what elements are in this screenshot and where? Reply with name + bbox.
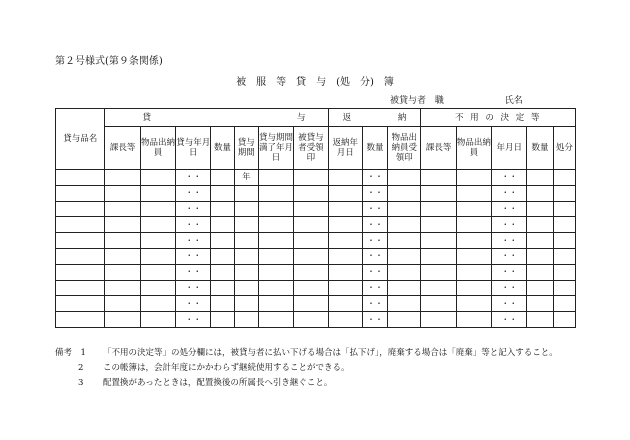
table-cell: ・・ <box>492 296 527 312</box>
table-cell <box>456 217 491 233</box>
table-row <box>56 170 576 186</box>
table-cell <box>234 280 258 296</box>
table-cell: ・・ <box>492 264 527 280</box>
table-row <box>56 185 576 201</box>
table-cell <box>140 312 175 328</box>
table-cell <box>553 170 575 186</box>
table-cell: ・・ <box>176 248 211 264</box>
table-cell <box>388 170 421 186</box>
table-cell <box>456 201 491 217</box>
table-cell <box>328 264 362 280</box>
table-cell <box>56 264 105 280</box>
table-cell <box>211 264 234 280</box>
return-col-1-header: 数量 <box>362 127 387 170</box>
table-cell <box>140 201 175 217</box>
table-row <box>56 296 576 312</box>
table-cell <box>421 233 456 249</box>
table-cell: ・・ <box>362 233 387 249</box>
table-cell <box>56 248 105 264</box>
table-cell <box>328 217 362 233</box>
disposal-col-0-header: 課長等 <box>421 127 456 170</box>
loan-col-2-header: 貸与年月日 <box>176 127 211 170</box>
table-cell <box>294 296 328 312</box>
table-cell <box>294 217 328 233</box>
table-cell <box>388 233 421 249</box>
table-cell <box>56 296 105 312</box>
table-cell <box>388 185 421 201</box>
loan-ledger-table <box>55 108 576 328</box>
table-cell <box>328 233 362 249</box>
notes-lead: 備考 1 <box>55 348 86 358</box>
table-cell <box>388 217 421 233</box>
table-cell: ・・ <box>176 170 211 186</box>
table-row <box>56 248 576 264</box>
table-cell <box>328 280 362 296</box>
table-cell <box>553 296 575 312</box>
table-cell <box>456 264 491 280</box>
holder-name-label: 氏名 <box>504 96 523 106</box>
disposal-col-2-header: 年月日 <box>492 127 527 170</box>
item-name-header: 貸与品名 <box>56 109 105 170</box>
table-cell <box>456 233 491 249</box>
table-cell: 年 <box>234 170 258 186</box>
table-cell: ・・ <box>362 296 387 312</box>
table-cell <box>211 312 234 328</box>
table-cell <box>56 312 105 328</box>
table-cell <box>553 248 575 264</box>
table-row <box>56 312 576 328</box>
table-cell: ・・ <box>362 264 387 280</box>
table-cell <box>105 280 140 296</box>
table-cell <box>140 217 175 233</box>
return-group-right: 納 <box>397 112 407 123</box>
holder-line <box>390 93 523 106</box>
table-cell <box>527 312 553 328</box>
table-cell <box>456 185 491 201</box>
table-cell <box>258 170 293 186</box>
return-col-2-header: 物品出納員受領印 <box>388 127 421 170</box>
note-1: 備考 1 「不用の決定等」の処分欄には，被貸与者に払い下げる場合は「払下げ」，廃棄する場合は「廃棄」等と記入すること。 <box>55 346 558 361</box>
table-cell <box>527 233 553 249</box>
table-row <box>56 233 576 249</box>
table-cell <box>211 170 234 186</box>
table-cell <box>421 201 456 217</box>
ledger-title: 被 服 等 貸 与 (処 分) 簿 <box>236 77 394 88</box>
table-cell: ・・ <box>492 233 527 249</box>
loan-col-6-header: 被貸与者受領印 <box>294 127 328 170</box>
table-cell <box>553 217 575 233</box>
table-cell: ・・ <box>176 217 211 233</box>
table-cell <box>388 264 421 280</box>
table-cell <box>527 201 553 217</box>
table-cell <box>328 170 362 186</box>
return-col-0-header: 返納年月日 <box>328 127 362 170</box>
table-cell <box>56 170 105 186</box>
table-cell <box>328 296 362 312</box>
table-cell <box>421 170 456 186</box>
table-cell <box>553 201 575 217</box>
table-row <box>56 217 576 233</box>
note-2: 2 この帳簿は，会計年度にかかわらず継続使用することができる。 <box>78 363 350 373</box>
table-cell <box>258 264 293 280</box>
table-cell <box>211 296 234 312</box>
table-cell <box>258 233 293 249</box>
table-cell: ・・ <box>176 201 211 217</box>
column-header-row <box>56 127 576 170</box>
table-cell <box>105 264 140 280</box>
table-cell <box>56 217 105 233</box>
table-cell <box>456 170 491 186</box>
table-cell <box>234 185 258 201</box>
table-cell <box>553 264 575 280</box>
table-cell <box>527 185 553 201</box>
ledger-body <box>56 170 576 328</box>
table-cell: ・・ <box>362 201 387 217</box>
holder-occupation-label: 職 <box>434 96 444 106</box>
table-cell <box>388 312 421 328</box>
table-cell: ・・ <box>492 280 527 296</box>
table-cell <box>388 280 421 296</box>
form-number: 第２号様式(第９条関係) <box>55 56 163 67</box>
table-cell <box>234 217 258 233</box>
table-cell <box>527 248 553 264</box>
table-cell <box>105 201 140 217</box>
loan-group-right: 与 <box>297 112 306 123</box>
table-cell <box>140 280 175 296</box>
loan-col-0-header: 課長等 <box>105 127 140 170</box>
table-cell <box>294 264 328 280</box>
table-cell <box>234 233 258 249</box>
table-cell <box>105 217 140 233</box>
table-cell <box>258 312 293 328</box>
table-cell <box>527 170 553 186</box>
table-cell <box>258 248 293 264</box>
table-cell: ・・ <box>176 280 211 296</box>
table-cell <box>211 280 234 296</box>
table-cell <box>294 280 328 296</box>
table-cell: ・・ <box>492 217 527 233</box>
table-cell <box>527 280 553 296</box>
table-cell <box>328 312 362 328</box>
notes <box>55 346 558 391</box>
table-cell <box>553 312 575 328</box>
table-cell <box>56 233 105 249</box>
table-cell: ・・ <box>362 170 387 186</box>
table-cell: ・・ <box>492 248 527 264</box>
loan-col-5-header: 貸与期間満了年月日 <box>258 127 293 170</box>
loan-group-header <box>105 109 328 127</box>
table-cell <box>294 201 328 217</box>
disposal-col-4-header: 処分 <box>553 127 575 170</box>
table-cell <box>105 233 140 249</box>
table-cell <box>105 248 140 264</box>
table-cell: ・・ <box>492 170 527 186</box>
table-cell <box>234 264 258 280</box>
table-cell: ・・ <box>362 185 387 201</box>
table-cell: ・・ <box>362 280 387 296</box>
table-cell <box>456 296 491 312</box>
table-cell <box>105 296 140 312</box>
table-cell <box>456 312 491 328</box>
table-cell <box>211 233 234 249</box>
table-cell <box>211 248 234 264</box>
table-cell <box>553 185 575 201</box>
return-group-left: 返 <box>342 112 352 123</box>
table-cell <box>105 185 140 201</box>
table-cell <box>294 170 328 186</box>
table-cell <box>234 312 258 328</box>
table-cell: ・・ <box>362 312 387 328</box>
table-cell: ・・ <box>492 201 527 217</box>
table-cell <box>421 280 456 296</box>
table-cell <box>388 248 421 264</box>
table-cell <box>388 201 421 217</box>
table-cell <box>456 248 491 264</box>
note-3: 3 配置換があったときは，配置換後の所属長へ引き継ぐこと。 <box>78 378 333 388</box>
table-cell <box>328 201 362 217</box>
holder-label: 被貸与者 <box>390 96 427 106</box>
table-row <box>56 201 576 217</box>
table-cell <box>328 185 362 201</box>
table-cell: ・・ <box>176 233 211 249</box>
table-cell <box>211 185 234 201</box>
table-cell <box>388 296 421 312</box>
table-cell <box>421 217 456 233</box>
disposal-group-header: 不 用 の 決 定 等 <box>421 109 576 127</box>
table-cell <box>258 217 293 233</box>
table-cell: ・・ <box>176 312 211 328</box>
table-cell: ・・ <box>176 296 211 312</box>
return-group-header <box>328 109 421 127</box>
table-cell <box>456 280 491 296</box>
table-cell <box>105 312 140 328</box>
disposal-col-3-header: 数量 <box>527 127 553 170</box>
loan-col-3-header: 数量 <box>211 127 234 170</box>
table-cell <box>258 185 293 201</box>
table-cell <box>421 248 456 264</box>
table-cell <box>421 312 456 328</box>
table-cell <box>421 296 456 312</box>
table-cell <box>553 280 575 296</box>
table-cell <box>56 185 105 201</box>
table-row <box>56 280 576 296</box>
table-cell <box>234 201 258 217</box>
table-cell <box>527 217 553 233</box>
table-cell <box>56 201 105 217</box>
table-cell <box>294 248 328 264</box>
loan-col-4-header: 貸与期間 <box>234 127 258 170</box>
table-cell <box>553 233 575 249</box>
table-cell <box>234 248 258 264</box>
table-cell <box>234 296 258 312</box>
table-cell <box>294 233 328 249</box>
table-cell <box>527 264 553 280</box>
table-cell <box>527 296 553 312</box>
table-cell <box>140 296 175 312</box>
table-cell <box>140 264 175 280</box>
table-cell <box>258 296 293 312</box>
table-cell: ・・ <box>492 312 527 328</box>
table-cell <box>258 280 293 296</box>
table-cell <box>140 185 175 201</box>
table-cell: ・・ <box>492 185 527 201</box>
loan-group-left: 貸 <box>142 112 151 123</box>
table-cell <box>294 312 328 328</box>
table-cell <box>105 170 140 186</box>
table-cell <box>140 170 175 186</box>
table-cell <box>56 280 105 296</box>
table-cell: ・・ <box>362 248 387 264</box>
table-cell <box>421 185 456 201</box>
table-cell <box>258 201 293 217</box>
table-cell <box>140 248 175 264</box>
table-cell <box>211 201 234 217</box>
table-cell <box>328 248 362 264</box>
table-cell <box>294 185 328 201</box>
table-cell: ・・ <box>362 217 387 233</box>
table-cell <box>421 264 456 280</box>
table-cell <box>140 233 175 249</box>
table-row <box>56 264 576 280</box>
loan-col-1-header: 物品出納員 <box>140 127 175 170</box>
table-cell: ・・ <box>176 264 211 280</box>
disposal-col-1-header: 物品出納員 <box>456 127 491 170</box>
table-cell: ・・ <box>176 185 211 201</box>
table-cell <box>211 217 234 233</box>
